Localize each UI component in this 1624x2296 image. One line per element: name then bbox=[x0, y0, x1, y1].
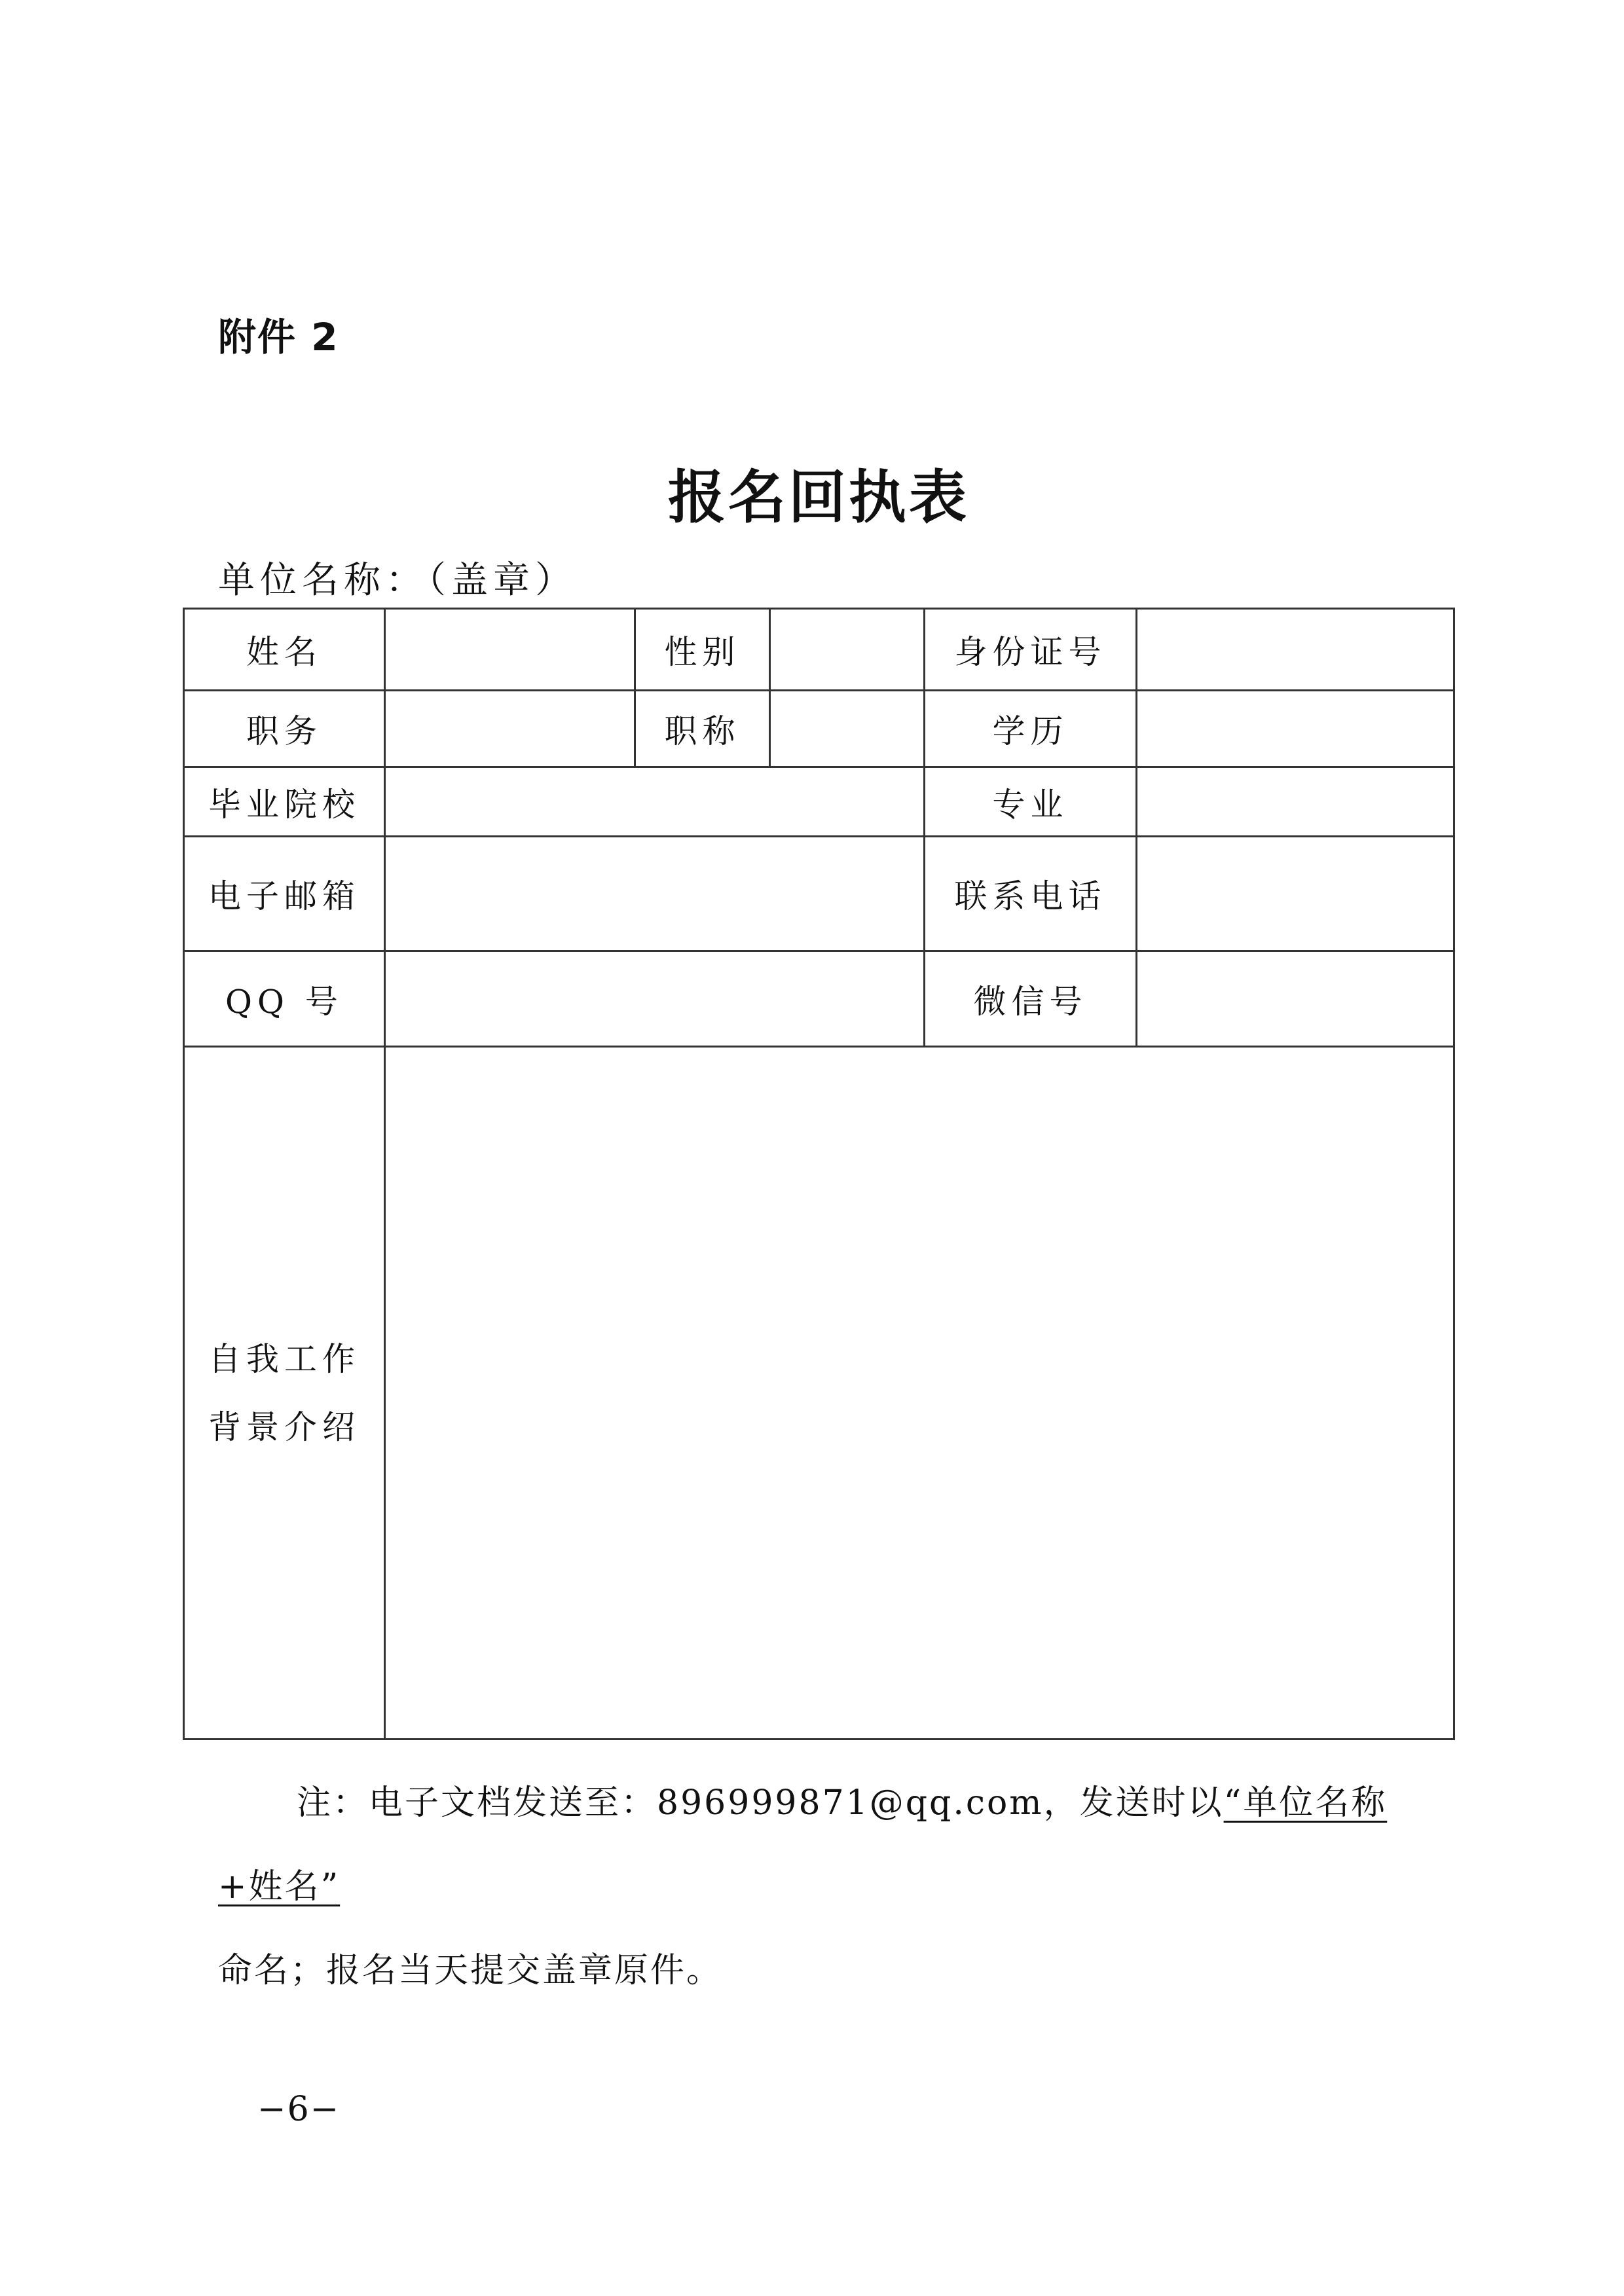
name-label: 姓名 bbox=[184, 609, 385, 691]
wechat-field[interactable] bbox=[1137, 951, 1454, 1047]
table-row bbox=[184, 837, 1454, 951]
self-intro-label bbox=[184, 1047, 385, 1740]
qq-label: QQ 号 bbox=[184, 951, 385, 1047]
major-field[interactable] bbox=[1137, 767, 1454, 837]
unit-name-stamp-line: 单位名称：（盖章） bbox=[218, 559, 577, 602]
school-field[interactable] bbox=[385, 767, 925, 837]
email-label: 电子邮箱 bbox=[184, 837, 385, 951]
professional-title-field[interactable] bbox=[770, 691, 925, 767]
note-text-part2: 命名；报名当天提交盖章原件。 bbox=[218, 1951, 723, 1990]
table-row bbox=[184, 609, 1454, 691]
email-field[interactable] bbox=[385, 837, 925, 951]
table-row bbox=[184, 1047, 1454, 1740]
page-number: −6− bbox=[257, 2090, 341, 2129]
qq-field[interactable] bbox=[385, 951, 925, 1047]
id-number-field[interactable] bbox=[1137, 609, 1454, 691]
school-label: 毕业院校 bbox=[184, 767, 385, 837]
education-label: 学历 bbox=[925, 691, 1137, 767]
table-row bbox=[184, 691, 1454, 767]
self-intro-label-line2: 背景介绍 bbox=[208, 1408, 360, 1446]
phone-label: 联系电话 bbox=[925, 837, 1137, 951]
gender-field[interactable] bbox=[770, 609, 925, 691]
note-text-part1: 注：电子文档发送至：896999871@qq.com，发送时以 bbox=[297, 1783, 1224, 1823]
table-row bbox=[184, 951, 1454, 1047]
id-number-label: 身份证号 bbox=[925, 609, 1137, 691]
table-row bbox=[184, 767, 1454, 837]
note-naming-format: “单位名称+姓名” bbox=[218, 1783, 1388, 1906]
position-field[interactable] bbox=[385, 691, 635, 767]
professional-title-label: 职称 bbox=[635, 691, 770, 767]
page-title: 报名回执表 bbox=[667, 464, 969, 531]
education-field[interactable] bbox=[1137, 691, 1454, 767]
registration-form-table bbox=[183, 608, 1455, 1740]
gender-label: 性别 bbox=[635, 609, 770, 691]
name-field[interactable] bbox=[385, 609, 635, 691]
major-label: 专业 bbox=[925, 767, 1137, 837]
self-intro-field[interactable] bbox=[385, 1047, 1454, 1740]
submission-note bbox=[218, 1761, 1449, 2013]
wechat-label: 微信号 bbox=[925, 951, 1137, 1047]
phone-field[interactable] bbox=[1137, 837, 1454, 951]
attachment-label: 附件 2 bbox=[218, 315, 339, 359]
position-label: 职务 bbox=[184, 691, 385, 767]
self-intro-label-line1: 自我工作 bbox=[208, 1339, 360, 1378]
